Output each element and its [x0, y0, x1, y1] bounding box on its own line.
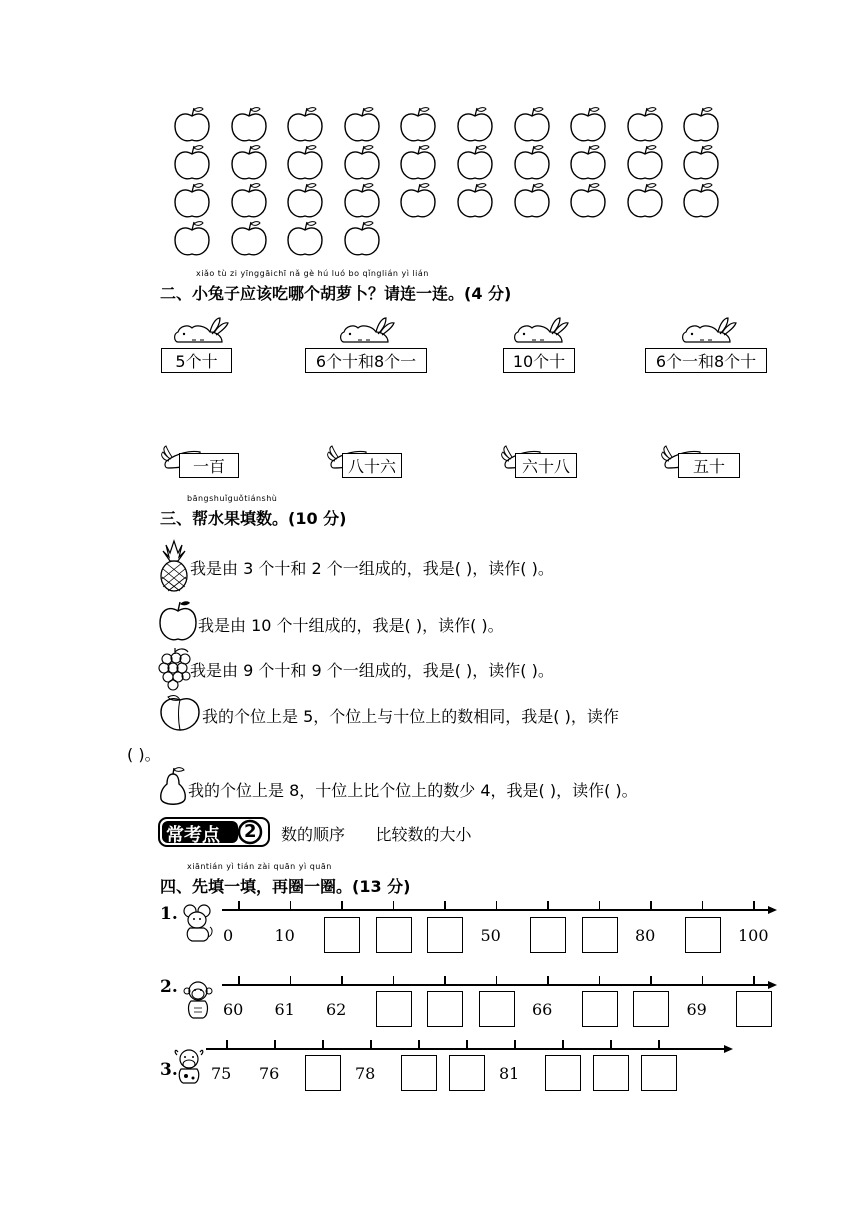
tick-mark	[650, 976, 652, 985]
numberline-label: 3.	[160, 1060, 178, 1080]
answer-box[interactable]	[376, 917, 412, 953]
number-label: 62	[326, 1000, 347, 1019]
badge-number: 2	[244, 821, 257, 842]
apple-icon	[342, 220, 382, 258]
tick-mark	[753, 901, 755, 910]
apple-icon	[512, 106, 552, 144]
cow-icon	[172, 1046, 206, 1084]
tick-mark	[599, 901, 601, 910]
carrot-label[interactable]: 五十	[678, 453, 740, 478]
tick-mark	[393, 901, 395, 910]
tick-mark	[238, 976, 240, 985]
answer-box[interactable]	[736, 991, 772, 1027]
section2-pinyin: xiǎo tù zi yīnggāichī nǎ gè hú luó bo qǐnglián yì lián	[196, 269, 429, 278]
section4-title: 四、先填一填，再圈一圈。(13 分)	[160, 877, 411, 896]
tick-mark	[547, 976, 549, 985]
tick-mark	[341, 901, 343, 910]
apple-icon	[285, 220, 325, 258]
apple-grid	[172, 106, 732, 258]
tick-mark	[370, 1040, 372, 1049]
tick-mark	[238, 901, 240, 910]
number-label: 78	[355, 1064, 376, 1083]
number-label: 81	[499, 1064, 520, 1083]
fruit-line-4b: ( )。	[127, 745, 161, 764]
numberline-label: 2.	[160, 977, 178, 997]
apple-icon	[342, 144, 382, 182]
number-label: 76	[259, 1064, 280, 1083]
fruit-line-1: 我是由 3 个十和 2 个一组成的，我是( )，读作( )。	[190, 559, 554, 578]
number-line	[206, 1048, 724, 1050]
answer-box[interactable]	[641, 1055, 677, 1091]
number-label: 69	[686, 1000, 707, 1019]
number-label: 10	[274, 926, 295, 945]
tick-mark	[610, 1040, 612, 1049]
tick-mark	[496, 901, 498, 910]
tick-mark	[496, 976, 498, 985]
apple-icon	[625, 182, 665, 220]
rabbit-icon	[678, 316, 740, 346]
answer-box[interactable]	[685, 917, 721, 953]
tick-mark	[393, 976, 395, 985]
arrow-head-icon	[768, 981, 777, 989]
carrot-label[interactable]: 一百	[179, 453, 239, 478]
apple-icon	[172, 144, 212, 182]
apple-icon	[455, 106, 495, 144]
apple-icon	[229, 182, 269, 220]
rabbit-label[interactable]: 6个十和8个一	[305, 348, 427, 373]
number-label: 50	[480, 926, 501, 945]
tick-mark	[547, 901, 549, 910]
section4-pinyin: xiāntián yì tián zài quān yì quān	[187, 862, 332, 871]
carrot-label[interactable]: 六十八	[515, 453, 577, 478]
tick-mark	[341, 976, 343, 985]
peach-icon	[158, 694, 202, 732]
tick-mark	[226, 1040, 228, 1049]
apple-icon	[285, 182, 325, 220]
apple-icon	[398, 106, 438, 144]
number-label: 80	[635, 926, 656, 945]
tick-mark	[702, 976, 704, 985]
badge-topic: 数的顺序 比较数的大小	[281, 825, 472, 844]
fruit-line-2: 我是由 10 个十组成的，我是( )，读作( )。	[198, 616, 504, 635]
rabbit-label[interactable]: 10个十	[503, 348, 575, 373]
carrot-label[interactable]: 八十六	[342, 453, 402, 478]
tick-mark	[702, 901, 704, 910]
tick-mark	[650, 901, 652, 910]
answer-box[interactable]	[305, 1055, 341, 1091]
apple-icon	[625, 106, 665, 144]
arrow-head-icon	[768, 906, 777, 914]
apple-icon	[681, 144, 721, 182]
apple-row	[172, 144, 732, 182]
answer-box[interactable]	[479, 991, 515, 1027]
apple-icon	[285, 144, 325, 182]
apple-icon	[229, 106, 269, 144]
apple-icon	[172, 220, 212, 258]
section3-pinyin: bāngshuǐguǒtiánshù	[187, 494, 278, 503]
number-label: 60	[223, 1000, 244, 1019]
tick-mark	[658, 1040, 660, 1049]
apple-icon	[398, 144, 438, 182]
rabbit-icon	[170, 316, 232, 346]
apple-icon	[455, 182, 495, 220]
grapes-icon	[158, 646, 192, 692]
section3-title: 三、帮水果填数。(10 分)	[160, 509, 347, 528]
number-label: 0	[223, 926, 234, 945]
answer-box[interactable]	[582, 991, 618, 1027]
apple-icon	[455, 144, 495, 182]
fruit-line-4a: 我的个位上是 5，个位上与十位上的数相同，我是( )，读作	[202, 707, 619, 726]
number-label: 61	[274, 1000, 295, 1019]
key-point-badge	[158, 816, 270, 848]
answer-box[interactable]	[376, 991, 412, 1027]
tick-mark	[753, 976, 755, 985]
answer-box[interactable]	[401, 1055, 437, 1091]
numberline-label: 1.	[160, 904, 178, 924]
apple-icon	[172, 182, 212, 220]
tick-mark	[444, 976, 446, 985]
apple-icon	[625, 144, 665, 182]
number-label: 66	[532, 1000, 553, 1019]
apple-icon	[568, 144, 608, 182]
apple-icon	[512, 144, 552, 182]
apple-icon	[172, 106, 212, 144]
monkey-icon	[182, 980, 214, 1020]
apple-icon	[568, 106, 608, 144]
tick-mark	[466, 1040, 468, 1049]
answer-box[interactable]	[427, 917, 463, 953]
rabbit-label[interactable]: 6个一和8个十	[645, 348, 767, 373]
apple-icon	[285, 106, 325, 144]
tick-mark	[562, 1040, 564, 1049]
apple-icon	[342, 106, 382, 144]
apple-icon	[342, 182, 382, 220]
apple-icon	[681, 182, 721, 220]
tick-mark	[290, 901, 292, 910]
tick-mark	[599, 976, 601, 985]
badge-text: 常考点	[166, 825, 220, 846]
apple-row	[172, 106, 732, 144]
apple-icon	[568, 182, 608, 220]
answer-box[interactable]	[324, 917, 360, 953]
pear-icon	[158, 766, 188, 808]
rabbit-label[interactable]: 5个十	[161, 348, 232, 373]
fruit-line-3: 我是由 9 个十和 9 个一组成的，我是( )，读作( )。	[190, 661, 554, 680]
answer-box[interactable]	[582, 917, 618, 953]
mouse-icon	[180, 903, 214, 943]
answer-box[interactable]	[449, 1055, 485, 1091]
answer-box[interactable]	[593, 1055, 629, 1091]
answer-box[interactable]	[530, 917, 566, 953]
answer-box[interactable]	[427, 991, 463, 1027]
number-label: 100	[738, 926, 769, 945]
apple-row	[172, 182, 732, 220]
apple-icon	[512, 182, 552, 220]
number-label: 75	[211, 1064, 232, 1083]
tick-mark	[322, 1040, 324, 1049]
tick-mark	[274, 1040, 276, 1049]
apple-icon	[229, 144, 269, 182]
apple-icon	[681, 106, 721, 144]
tick-mark	[514, 1040, 516, 1049]
apple-icon	[398, 182, 438, 220]
arrow-head-icon	[724, 1045, 733, 1053]
apple-row	[172, 220, 732, 258]
answer-box[interactable]	[545, 1055, 581, 1091]
fruit-line-5: 我的个位上是 8，十位上比个位上的数少 4，我是( )，读作( )。	[188, 781, 638, 800]
rabbit-icon	[510, 316, 572, 346]
pineapple-icon	[158, 539, 190, 593]
apple-icon	[229, 220, 269, 258]
tick-mark	[418, 1040, 420, 1049]
rabbit-icon	[336, 316, 398, 346]
answer-box[interactable]	[633, 991, 669, 1027]
apple-icon	[158, 599, 198, 643]
tick-mark	[444, 901, 446, 910]
tick-mark	[290, 976, 292, 985]
section2-title: 二、小兔子应该吃哪个胡萝卜？请连一连。(4 分)	[160, 284, 512, 303]
